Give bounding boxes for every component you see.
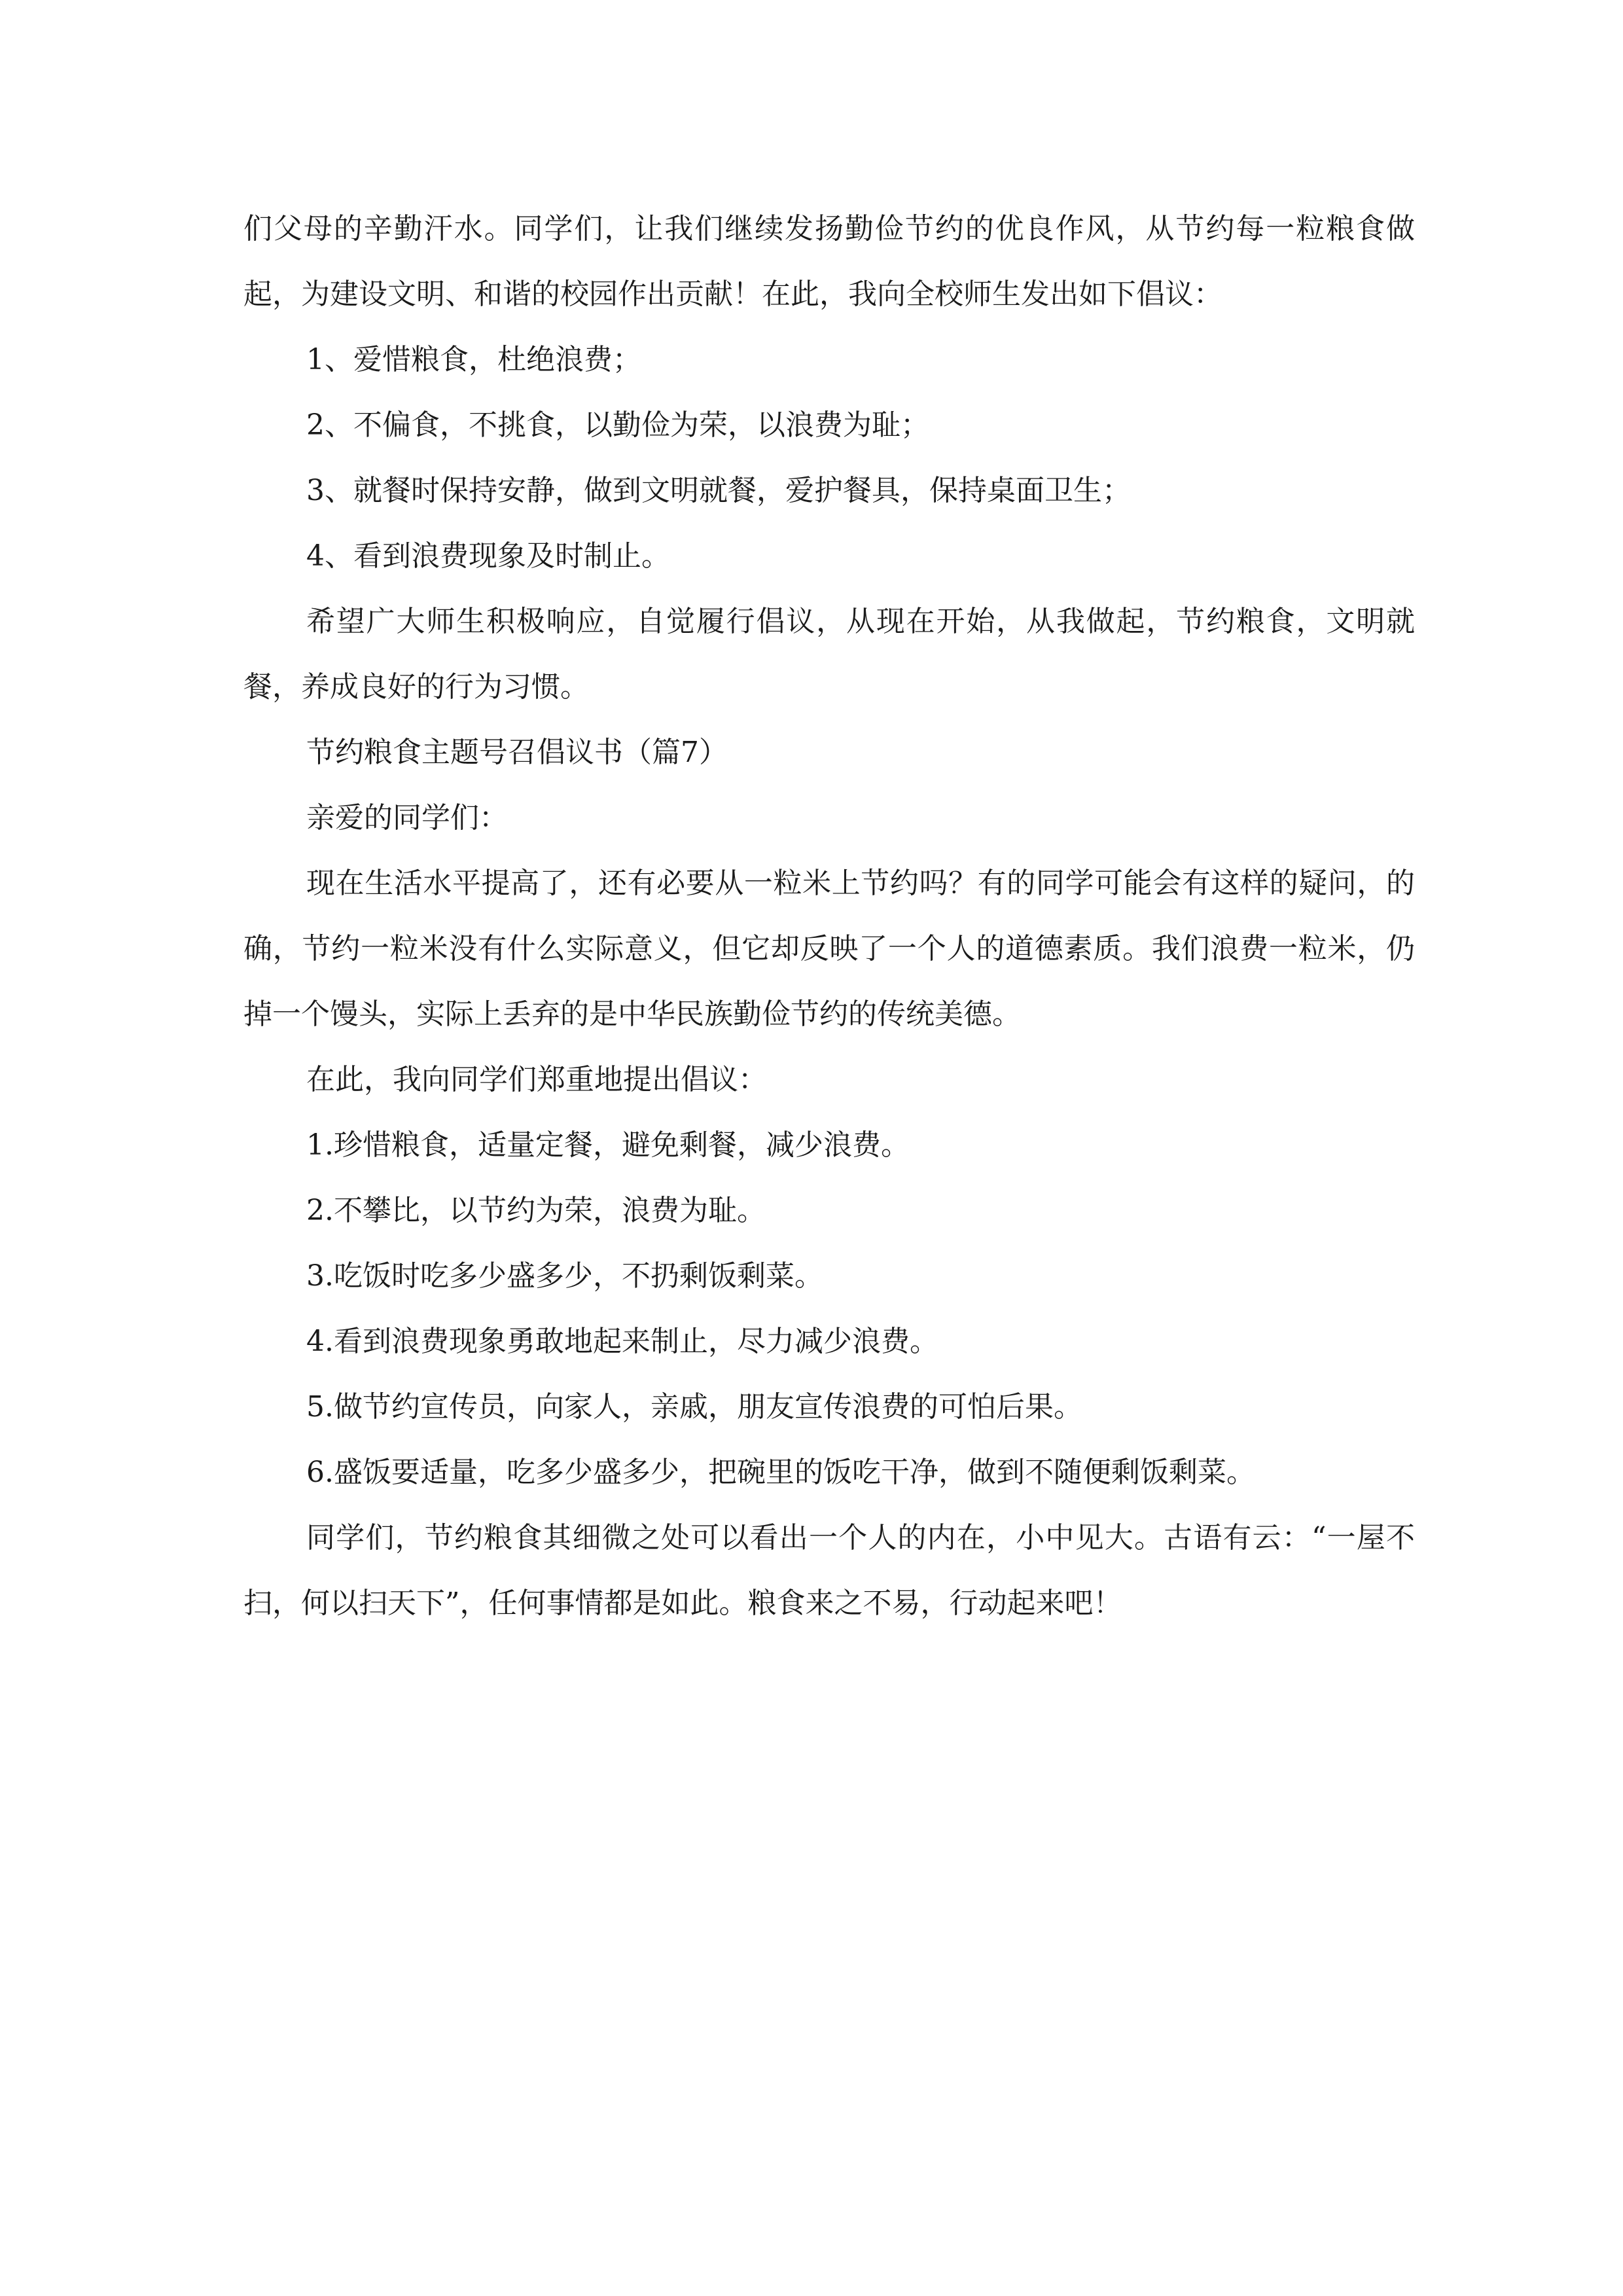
proposal-point-3: 3.吃饭时吃多少盛多少，不扔剩饭剩菜。 <box>306 1259 823 1293</box>
proposal-point-6: 6.盛饭要适量，吃多少盛多少，把碗里的饭吃干净，做到不随便剩饭剩菜。 <box>306 1456 1255 1489</box>
proposal-item-1: 1、爱惜粮食，杜绝浪费； <box>306 343 641 376</box>
proposal-intro: 在此，我向同学们郑重地提出倡议： <box>306 1063 767 1096</box>
section-heading: 节约粮食主题号召倡议书（篇7） <box>306 736 728 769</box>
closing-paragraph-final: 同学们，节约粮食其细微之处可以看出一个人的内在，小中见大。古语有云：“一屋不扫，何以扫天下”，任何事情都是如此。粮食来之不易，行动起来吧！ <box>243 1521 1415 1620</box>
proposal-item-4: 4、看到浪费现象及时制止。 <box>306 539 670 573</box>
salutation: 亲爱的同学们： <box>306 801 508 834</box>
proposal-point-2: 2.不攀比，以节约为荣，浪费为耻。 <box>306 1194 766 1227</box>
body-paragraph: 现在生活水平提高了，还有必要从一粒米上节约吗？有的同学可能会有这样的疑问，的确，节约一粒米没有什么实际意义，但它却反映了一个人的道德素质。我们浪费一粒米，仍掉一个馒头，实际上丢弃的是中华民族勤俭节约的传统美德。 <box>243 867 1415 1031</box>
document-body <box>243 196 1415 1636</box>
paragraph-continuation: 们父母的辛勤汗水。同学们，让我们继续发扬勤俭节约的优良作风，从节约每一粒粮食做起，为建设文明、和谐的校园作出贡献！在此，我向全校师生发出如下倡议： <box>243 212 1415 311</box>
proposal-item-3: 3、就餐时保持安静，做到文明就餐，爱护餐具，保持桌面卫生； <box>306 474 1131 507</box>
closing-paragraph: 希望广大师生积极响应，自觉履行倡议，从现在开始，从我做起，节约粮食，文明就餐，养成良好的行为习惯。 <box>243 605 1415 704</box>
proposal-point-1: 1.珍惜粮食，适量定餐，避免剩餐，减少浪费。 <box>306 1128 910 1162</box>
proposal-item-2: 2、不偏食，不挑食，以勤俭为荣，以浪费为耻； <box>306 408 929 442</box>
proposal-point-5: 5.做节约宣传员，向家人，亲戚，朋友宣传浪费的可怕后果。 <box>306 1390 1082 1424</box>
proposal-point-4: 4.看到浪费现象勇敢地起来制止，尽力减少浪费。 <box>306 1325 938 1358</box>
